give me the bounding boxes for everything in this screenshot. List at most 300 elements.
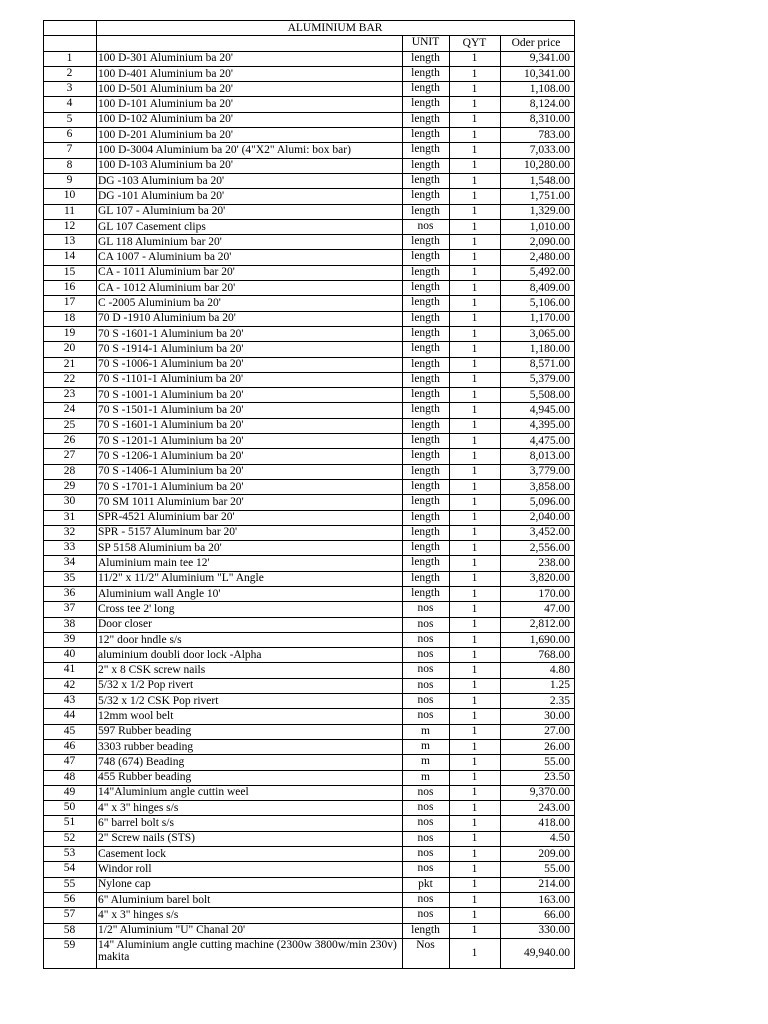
table-row (44, 250, 575, 265)
aluminium-bar-table (43, 20, 575, 969)
item-quantity: 1 (450, 571, 501, 586)
item-unit: nos (403, 219, 450, 234)
item-description: 5/32 x 1/2 Pop rivert (97, 678, 403, 693)
table-row (44, 128, 575, 143)
table-row (44, 464, 575, 479)
item-quantity: 1 (450, 449, 501, 464)
row-number: 28 (44, 464, 97, 479)
item-quantity: 1 (450, 495, 501, 510)
item-price: 5,508.00 (501, 388, 575, 403)
row-number: 24 (44, 403, 97, 418)
item-quantity: 1 (450, 510, 501, 525)
item-description: 70 S -1201-1 Aluminium ba 20' (97, 434, 403, 449)
table-row (44, 755, 575, 770)
item-quantity: 1 (450, 51, 501, 66)
table-row (44, 51, 575, 66)
row-number: 15 (44, 265, 97, 280)
item-unit: length (403, 158, 450, 173)
item-description: 100 D-3004 Aluminium ba 20' (4"X2" Alumi: box bar) (97, 143, 403, 158)
item-quantity: 1 (450, 847, 501, 862)
table-row (44, 173, 575, 188)
table-row (44, 847, 575, 862)
item-description: CA 1007 - Aluminium ba 20' (97, 250, 403, 265)
row-number: 53 (44, 847, 97, 862)
table-row (44, 66, 575, 81)
item-description: GL 118 Aluminium bar 20' (97, 235, 403, 250)
item-unit: length (403, 923, 450, 938)
item-unit: pkt (403, 877, 450, 892)
item-price: 330.00 (501, 923, 575, 938)
item-unit: nos (403, 602, 450, 617)
item-price: 10,280.00 (501, 158, 575, 173)
table-row (44, 892, 575, 907)
item-description: 70 S -1501-1 Aluminium ba 20' (97, 403, 403, 418)
item-price: 3,779.00 (501, 464, 575, 479)
row-number: 19 (44, 326, 97, 341)
item-quantity: 1 (450, 97, 501, 112)
item-price: 47.00 (501, 602, 575, 617)
row-number: 34 (44, 556, 97, 571)
item-description: Nylone cap (97, 877, 403, 892)
item-price: 27.00 (501, 724, 575, 739)
item-unit: length (403, 265, 450, 280)
item-description: 11/2" x 11/2" Aluminium "L" Angle (97, 571, 403, 586)
table-row (44, 479, 575, 494)
item-quantity: 1 (450, 112, 501, 127)
item-price: 418.00 (501, 816, 575, 831)
item-price: 214.00 (501, 877, 575, 892)
row-number: 52 (44, 831, 97, 846)
table-row (44, 785, 575, 800)
item-unit: nos (403, 816, 450, 831)
item-price: 1,329.00 (501, 204, 575, 219)
item-unit: length (403, 326, 450, 341)
table-row (44, 678, 575, 693)
item-unit: length (403, 143, 450, 158)
item-price: 1,548.00 (501, 173, 575, 188)
item-unit: nos (403, 785, 450, 800)
item-price: 8,310.00 (501, 112, 575, 127)
item-unit: m (403, 739, 450, 754)
item-unit: length (403, 388, 450, 403)
item-description: 12mm wool belt (97, 709, 403, 724)
title-spacer-cell (44, 21, 97, 36)
row-number: 42 (44, 678, 97, 693)
item-description: C -2005 Aluminium ba 20' (97, 296, 403, 311)
row-number: 59 (44, 938, 97, 968)
table-row (44, 632, 575, 647)
item-description: 1/2" Aluminium "U" Chanal 20' (97, 923, 403, 938)
row-number: 54 (44, 862, 97, 877)
row-number: 29 (44, 479, 97, 494)
item-quantity: 1 (450, 281, 501, 296)
row-number: 48 (44, 770, 97, 785)
item-description: 100 D-501 Aluminium ba 20' (97, 82, 403, 97)
item-description: 100 D-301 Aluminium ba 20' (97, 51, 403, 66)
item-quantity: 1 (450, 755, 501, 770)
item-description: 14" Aluminium angle cutting machine (2300w 3800w/min 230v) makita (97, 938, 403, 968)
item-price: 10,341.00 (501, 66, 575, 81)
item-quantity: 1 (450, 694, 501, 709)
item-description: Casement lock (97, 847, 403, 862)
item-description: 4" x 3" hinges s/s (97, 801, 403, 816)
item-description: 6" Aluminium barel bolt (97, 892, 403, 907)
row-number: 32 (44, 525, 97, 540)
item-price: 170.00 (501, 586, 575, 601)
row-number: 36 (44, 586, 97, 601)
item-unit: length (403, 571, 450, 586)
row-number: 5 (44, 112, 97, 127)
header-desc-cell (97, 36, 403, 51)
item-price: 1,690.00 (501, 632, 575, 647)
item-quantity: 1 (450, 82, 501, 97)
item-price: 4,395.00 (501, 418, 575, 433)
item-description: 2" x 8 CSK screw nails (97, 663, 403, 678)
row-number: 12 (44, 219, 97, 234)
table-row (44, 235, 575, 250)
item-description: 70 S -1006-1 Aluminium ba 20' (97, 357, 403, 372)
table-row (44, 495, 575, 510)
item-price: 1,170.00 (501, 311, 575, 326)
table-row (44, 510, 575, 525)
item-quantity: 1 (450, 663, 501, 678)
item-unit: length (403, 464, 450, 479)
item-unit: nos (403, 709, 450, 724)
item-quantity: 1 (450, 158, 501, 173)
item-unit: nos (403, 632, 450, 647)
table-row (44, 724, 575, 739)
item-price: 238.00 (501, 556, 575, 571)
item-price: 2.35 (501, 694, 575, 709)
item-price: 55.00 (501, 862, 575, 877)
item-unit: length (403, 250, 450, 265)
item-quantity: 1 (450, 479, 501, 494)
row-number: 38 (44, 617, 97, 632)
item-price: 243.00 (501, 801, 575, 816)
item-price: 768.00 (501, 648, 575, 663)
item-price: 3,820.00 (501, 571, 575, 586)
row-number: 56 (44, 892, 97, 907)
item-unit: nos (403, 617, 450, 632)
item-price: 2,812.00 (501, 617, 575, 632)
item-price: 26.00 (501, 739, 575, 754)
item-unit: length (403, 541, 450, 556)
item-unit: length (403, 418, 450, 433)
item-unit: nos (403, 648, 450, 663)
item-unit: length (403, 449, 450, 464)
item-price: 1,108.00 (501, 82, 575, 97)
item-quantity: 1 (450, 602, 501, 617)
table-row (44, 694, 575, 709)
item-description: GL 107 - Aluminium ba 20' (97, 204, 403, 219)
item-quantity: 1 (450, 204, 501, 219)
item-quantity: 1 (450, 908, 501, 923)
item-description: 70 S -1101-1 Aluminium ba 20' (97, 372, 403, 387)
item-description: 5/32 x 1/2 CSK Pop rivert (97, 694, 403, 709)
item-price: 23.50 (501, 770, 575, 785)
header-price: Oder price (501, 36, 575, 51)
item-quantity: 1 (450, 892, 501, 907)
item-quantity: 1 (450, 938, 501, 968)
table-row (44, 357, 575, 372)
item-price: 1,751.00 (501, 189, 575, 204)
table-row (44, 709, 575, 724)
item-price: 163.00 (501, 892, 575, 907)
item-quantity: 1 (450, 388, 501, 403)
item-description: 70 SM 1011 Aluminium bar 20' (97, 495, 403, 510)
item-quantity: 1 (450, 66, 501, 81)
row-number: 55 (44, 877, 97, 892)
item-description: 748 (674) Beading (97, 755, 403, 770)
item-price: 1,180.00 (501, 342, 575, 357)
item-quantity: 1 (450, 816, 501, 831)
item-unit: length (403, 311, 450, 326)
header-row (44, 36, 575, 51)
row-number: 35 (44, 571, 97, 586)
item-unit: length (403, 296, 450, 311)
table-row (44, 648, 575, 663)
row-number: 50 (44, 801, 97, 816)
table-row (44, 112, 575, 127)
item-unit: nos (403, 694, 450, 709)
item-quantity: 1 (450, 342, 501, 357)
item-price: 1,010.00 (501, 219, 575, 234)
row-number: 25 (44, 418, 97, 433)
item-price: 5,379.00 (501, 372, 575, 387)
item-description: 70 S -1601-1 Aluminium ba 20' (97, 326, 403, 341)
table-row (44, 908, 575, 923)
item-description: 4" x 3" hinges s/s (97, 908, 403, 923)
item-price: 55.00 (501, 755, 575, 770)
item-price: 9,370.00 (501, 785, 575, 800)
item-quantity: 1 (450, 143, 501, 158)
item-unit: length (403, 556, 450, 571)
item-quantity: 1 (450, 556, 501, 571)
table-row (44, 189, 575, 204)
table-row (44, 877, 575, 892)
item-unit: length (403, 495, 450, 510)
item-unit: nos (403, 663, 450, 678)
item-unit: length (403, 173, 450, 188)
item-description: 70 S -1406-1 Aluminium ba 20' (97, 464, 403, 479)
table-row (44, 816, 575, 831)
table-row (44, 586, 575, 601)
item-price: 3,858.00 (501, 479, 575, 494)
item-description: 597 Rubber beading (97, 724, 403, 739)
table-row (44, 281, 575, 296)
item-price: 209.00 (501, 847, 575, 862)
item-description: 12" door hndle s/s (97, 632, 403, 647)
table-row (44, 525, 575, 540)
item-unit: length (403, 357, 450, 372)
row-number: 4 (44, 97, 97, 112)
item-unit: nos (403, 831, 450, 846)
item-price: 5,492.00 (501, 265, 575, 280)
item-quantity: 1 (450, 311, 501, 326)
item-price: 2,556.00 (501, 541, 575, 556)
header-qty: QYT (450, 36, 501, 51)
table-row (44, 801, 575, 816)
item-quantity: 1 (450, 189, 501, 204)
table-row (44, 556, 575, 571)
row-number: 33 (44, 541, 97, 556)
table-row (44, 449, 575, 464)
table-row (44, 663, 575, 678)
table-row (44, 418, 575, 433)
table-row (44, 265, 575, 280)
row-number: 6 (44, 128, 97, 143)
item-quantity: 1 (450, 709, 501, 724)
item-description: Windor roll (97, 862, 403, 877)
row-number: 23 (44, 388, 97, 403)
item-description: 455 Rubber beading (97, 770, 403, 785)
item-price: 4,945.00 (501, 403, 575, 418)
item-quantity: 1 (450, 923, 501, 938)
table-row (44, 403, 575, 418)
item-unit: length (403, 112, 450, 127)
item-unit: nos (403, 908, 450, 923)
row-number: 41 (44, 663, 97, 678)
item-description: 6" barrel bolt s/s (97, 816, 403, 831)
item-quantity: 1 (450, 250, 501, 265)
table-row (44, 311, 575, 326)
table-row (44, 770, 575, 785)
item-unit: length (403, 403, 450, 418)
item-unit: length (403, 434, 450, 449)
item-quantity: 1 (450, 831, 501, 846)
table-row (44, 204, 575, 219)
item-price: 8,013.00 (501, 449, 575, 464)
item-description: Aluminium wall Angle 10' (97, 586, 403, 601)
row-number: 46 (44, 739, 97, 754)
item-quantity: 1 (450, 128, 501, 143)
table-row (44, 326, 575, 341)
item-price: 8,571.00 (501, 357, 575, 372)
item-description: SP 5158 Aluminium ba 20' (97, 541, 403, 556)
item-quantity: 1 (450, 739, 501, 754)
item-quantity: 1 (450, 632, 501, 647)
row-number: 22 (44, 372, 97, 387)
item-unit: length (403, 586, 450, 601)
item-quantity: 1 (450, 617, 501, 632)
item-unit: nos (403, 847, 450, 862)
row-number: 49 (44, 785, 97, 800)
table-row (44, 541, 575, 556)
item-unit: length (403, 97, 450, 112)
row-number: 47 (44, 755, 97, 770)
item-price: 1.25 (501, 678, 575, 693)
item-unit: length (403, 128, 450, 143)
item-price: 30.00 (501, 709, 575, 724)
item-unit: length (403, 51, 450, 66)
header-no-cell (44, 36, 97, 51)
item-description: 3303 rubber beading (97, 739, 403, 754)
item-description: 70 S -1206-1 Aluminium ba 20' (97, 449, 403, 464)
item-unit: nos (403, 678, 450, 693)
item-description: GL 107 Casement clips (97, 219, 403, 234)
row-number: 37 (44, 602, 97, 617)
item-unit: Nos (403, 938, 450, 968)
item-price: 3,452.00 (501, 525, 575, 540)
table-title: ALUMINIUM BAR (97, 21, 575, 36)
row-number: 13 (44, 235, 97, 250)
item-quantity: 1 (450, 541, 501, 556)
item-unit: length (403, 189, 450, 204)
row-number: 3 (44, 82, 97, 97)
row-number: 7 (44, 143, 97, 158)
table-row (44, 862, 575, 877)
item-unit: nos (403, 862, 450, 877)
item-quantity: 1 (450, 219, 501, 234)
table-row (44, 342, 575, 357)
item-description: 14"Aluminium angle cuttin weel (97, 785, 403, 800)
row-number: 45 (44, 724, 97, 739)
item-quantity: 1 (450, 678, 501, 693)
item-quantity: 1 (450, 173, 501, 188)
item-unit: length (403, 525, 450, 540)
row-number: 17 (44, 296, 97, 311)
item-unit: length (403, 342, 450, 357)
item-unit: nos (403, 801, 450, 816)
item-price: 5,106.00 (501, 296, 575, 311)
row-number: 10 (44, 189, 97, 204)
table-row (44, 571, 575, 586)
item-price: 2,040.00 (501, 510, 575, 525)
table-row (44, 739, 575, 754)
row-number: 30 (44, 495, 97, 510)
item-unit: m (403, 724, 450, 739)
item-description: 70 S -1914-1 Aluminium ba 20' (97, 342, 403, 357)
table-row (44, 831, 575, 846)
title-row (44, 21, 575, 36)
item-quantity: 1 (450, 770, 501, 785)
item-price: 5,096.00 (501, 495, 575, 510)
item-description: Door closer (97, 617, 403, 632)
row-number: 18 (44, 311, 97, 326)
item-quantity: 1 (450, 418, 501, 433)
item-price: 66.00 (501, 908, 575, 923)
table-row (44, 923, 575, 938)
row-number: 20 (44, 342, 97, 357)
item-quantity: 1 (450, 296, 501, 311)
item-unit: length (403, 66, 450, 81)
row-number: 11 (44, 204, 97, 219)
row-number: 9 (44, 173, 97, 188)
item-price: 4.50 (501, 831, 575, 846)
header-unit: UNIT (403, 36, 450, 51)
item-description: CA - 1012 Aluminium bar 20' (97, 281, 403, 296)
table-row (44, 372, 575, 387)
row-number: 1 (44, 51, 97, 66)
item-quantity: 1 (450, 235, 501, 250)
item-price: 8,124.00 (501, 97, 575, 112)
item-unit: m (403, 770, 450, 785)
item-quantity: 1 (450, 434, 501, 449)
item-price: 2,480.00 (501, 250, 575, 265)
table-row (44, 388, 575, 403)
item-description: DG -101 Aluminium ba 20' (97, 189, 403, 204)
item-quantity: 1 (450, 372, 501, 387)
item-description: 100 D-201 Aluminium ba 20' (97, 128, 403, 143)
item-price: 4,475.00 (501, 434, 575, 449)
item-quantity: 1 (450, 724, 501, 739)
item-price: 7,033.00 (501, 143, 575, 158)
item-description: Aluminium main tee 12' (97, 556, 403, 571)
item-description: Cross tee 2' long (97, 602, 403, 617)
item-description: 2" Screw nails (STS) (97, 831, 403, 846)
item-quantity: 1 (450, 877, 501, 892)
item-unit: nos (403, 892, 450, 907)
